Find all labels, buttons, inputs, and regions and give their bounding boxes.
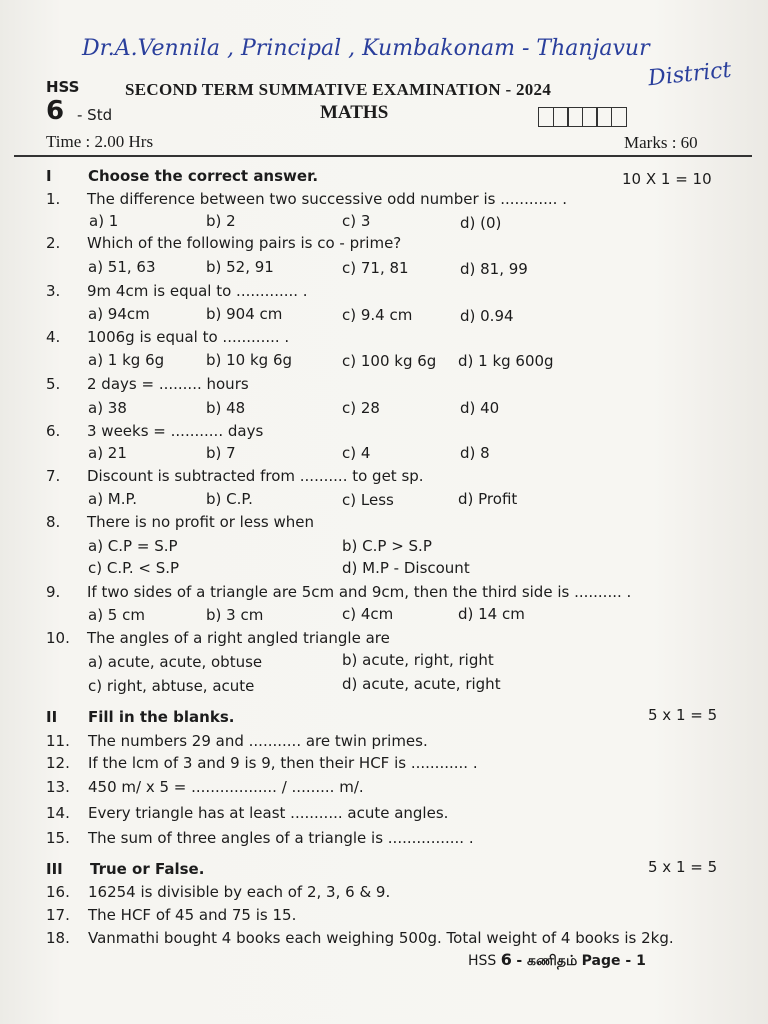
roll-number-boxes — [538, 107, 627, 127]
roll-number-box — [611, 107, 627, 127]
question-number: 13. — [46, 778, 70, 796]
question-number: 16. — [46, 883, 70, 901]
option-c: c) 3 — [342, 212, 371, 230]
question-number: 1. — [46, 190, 61, 208]
question-number: 3. — [46, 282, 61, 300]
option-b: b) 904 cm — [206, 305, 283, 323]
question-text: The angles of a right angled triangle are — [87, 629, 390, 647]
option-d: d) 81, 99 — [460, 260, 528, 278]
section-number: II — [46, 708, 58, 726]
question-number: 18. — [46, 929, 70, 947]
option-a: a) acute, acute, obtuse — [88, 653, 263, 671]
option-b: b) C.P. — [206, 490, 253, 508]
option-a: a) C.P = S.P — [88, 537, 178, 555]
question-text: 3 weeks = ........... days — [87, 422, 264, 440]
option-a: a) 1 — [89, 212, 119, 230]
option-c: c) C.P. < S.P — [88, 559, 180, 577]
page-footer — [468, 950, 646, 971]
footer-page: Page - 1 — [581, 953, 646, 969]
section-marks: 5 x 1 = 5 — [648, 706, 718, 724]
question-text: There is no profit or less when — [87, 513, 314, 531]
option-d: d) M.P - Discount — [342, 559, 470, 577]
option-d: d) 8 — [460, 444, 490, 462]
section-title: Fill in the blanks. — [88, 708, 235, 726]
question-number: 5. — [46, 375, 61, 393]
option-c: c) 4cm — [342, 605, 394, 623]
handwritten-signature: Dr.A.Vennila , Principal , Kumbakonam - Thanjavur — [82, 36, 650, 61]
question-number: 15. — [46, 829, 70, 847]
section-title: Choose the correct answer. — [88, 167, 319, 185]
question-text: 450 m/ x 5 = .................. / ......... m/. — [88, 778, 364, 796]
option-a: a) 5 cm — [88, 606, 145, 624]
question-text: If two sides of a triangle are 5cm and 9cm, then the third side is .......... . — [87, 583, 632, 601]
exam-title: SECOND TERM SUMMATIVE EXAMINATION - 2024 — [125, 80, 552, 99]
option-a: a) M.P. — [88, 490, 137, 508]
option-c: c) right, abtuse, acute — [88, 677, 255, 695]
question-number: 17. — [46, 906, 70, 924]
std-number: 6 — [46, 96, 65, 126]
option-b: b) 10 kg 6g — [206, 351, 293, 369]
section-number: III — [46, 860, 63, 878]
school-code: HSS — [46, 78, 80, 96]
footer-std: 6 — [500, 950, 512, 969]
exam-marks: Marks : 60 — [624, 133, 698, 152]
subject-title: MATHS — [320, 102, 389, 123]
section-marks: 5 x 1 = 5 — [648, 858, 718, 876]
option-b: b) 3 cm — [206, 606, 264, 624]
option-a: a) 38 — [88, 399, 127, 417]
question-text: Discount is subtracted from .......... to get sp. — [87, 467, 424, 485]
option-c: c) 100 kg 6g — [342, 352, 437, 370]
option-d: d) 1 kg 600g — [458, 352, 554, 370]
question-text: Vanmathi bought 4 books each weighing 500g. Total weight of 4 books is 2kg. — [88, 929, 674, 947]
option-d: d) (0) — [460, 214, 502, 232]
question-number: 12. — [46, 754, 70, 772]
handwritten-signature-district: District — [646, 57, 733, 92]
option-a: a) 1 kg 6g — [88, 351, 165, 369]
footer-prefix: HSS — [468, 953, 497, 969]
question-number: 4. — [46, 328, 61, 346]
option-a: a) 51, 63 — [88, 258, 156, 276]
question-text: The difference between two successive odd number is ............ . — [87, 190, 567, 208]
question-text: The numbers 29 and ........... are twin primes. — [88, 732, 428, 750]
option-b: b) 7 — [206, 444, 236, 462]
option-a: a) 21 — [88, 444, 127, 462]
section-marks: 10 X 1 = 10 — [622, 170, 712, 188]
option-b: b) 52, 91 — [206, 258, 274, 276]
option-a: a) 94cm — [88, 305, 150, 323]
option-c: c) Less — [342, 491, 394, 509]
question-number: 10. — [46, 629, 70, 647]
footer-subject: - கணிதம் — [516, 953, 578, 969]
question-text: If the lcm of 3 and 9 is 9, then their HCF is ............ . — [88, 754, 478, 772]
option-d: d) Profit — [458, 490, 518, 508]
option-b: b) 2 — [206, 212, 236, 230]
section-number: I — [46, 167, 52, 185]
option-d: d) 14 cm — [458, 605, 525, 623]
question-text: The sum of three angles of a triangle is ................ . — [88, 829, 474, 847]
option-c: c) 9.4 cm — [342, 306, 413, 324]
option-b: b) acute, right, right — [342, 651, 494, 669]
question-text: Every triangle has at least ........... acute angles. — [88, 804, 449, 822]
question-number: 6. — [46, 422, 61, 440]
question-text: The HCF of 45 and 75 is 15. — [88, 906, 297, 924]
question-number: 7. — [46, 467, 61, 485]
option-b: b) C.P > S.P — [342, 537, 432, 555]
question-number: 14. — [46, 804, 70, 822]
header-rule — [14, 155, 752, 157]
option-d: d) 0.94 — [460, 307, 514, 325]
question-number: 8. — [46, 513, 61, 531]
option-d: d) 40 — [460, 399, 500, 417]
question-number: 9. — [46, 583, 61, 601]
question-text: 9m 4cm is equal to ............. . — [87, 282, 308, 300]
question-number: 11. — [46, 732, 70, 750]
option-c: c) 28 — [342, 399, 380, 417]
exam-time: Time : 2.00 Hrs — [46, 132, 154, 151]
option-c: c) 4 — [342, 444, 371, 462]
question-text: Which of the following pairs is co - prime? — [87, 234, 402, 252]
question-text: 16254 is divisible by each of 2, 3, 6 & 9. — [88, 883, 391, 901]
question-text: 1006g is equal to ............ . — [87, 328, 290, 346]
std-label: - Std — [77, 106, 113, 124]
section-title: True or False. — [90, 860, 205, 878]
question-number: 2. — [46, 234, 61, 252]
question-text: 2 days = ......... hours — [87, 375, 249, 393]
option-d: d) acute, acute, right — [342, 675, 501, 693]
option-b: b) 48 — [206, 399, 246, 417]
option-c: c) 71, 81 — [342, 259, 409, 277]
